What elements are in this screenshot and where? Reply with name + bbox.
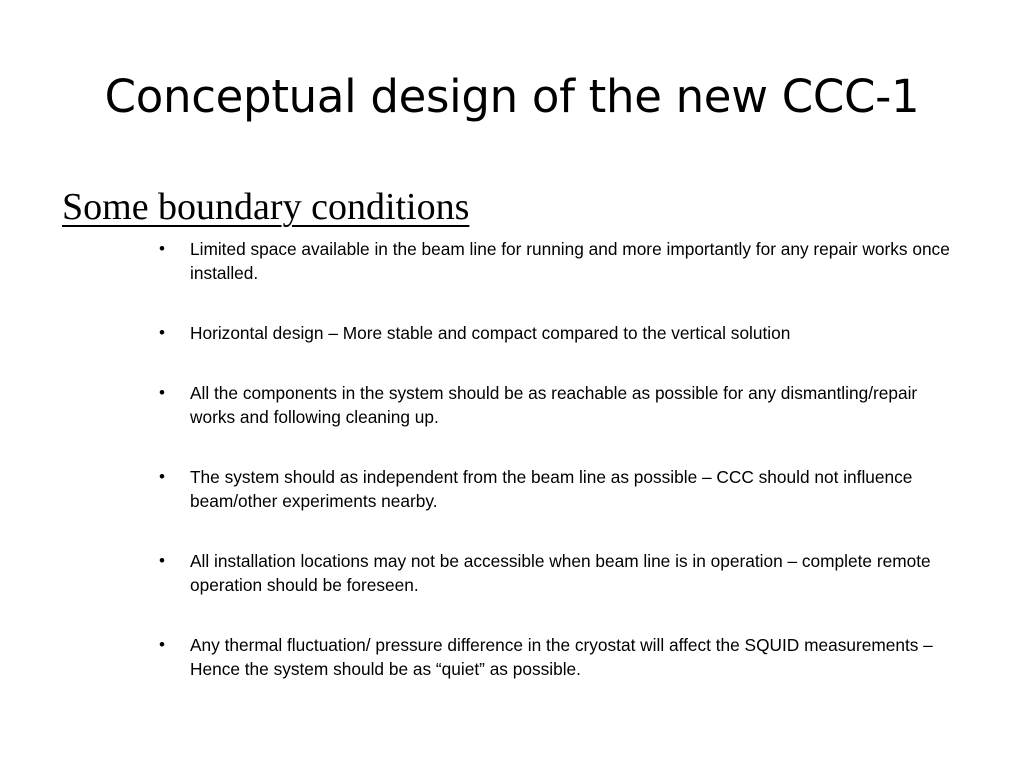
bullet-dot-icon: • bbox=[159, 239, 165, 258]
bullet-text: All the components in the system should be as reachable as possible for any dismantling/repair works and following cleaning up. bbox=[190, 383, 918, 427]
bullet-text: All installation locations may not be accessible when beam line is in operation – complete remote operation should be foreseen. bbox=[190, 551, 931, 595]
section-heading: Some boundary conditions bbox=[62, 186, 470, 228]
bullet-dot-icon: • bbox=[159, 635, 165, 654]
bullet-item bbox=[159, 633, 964, 681]
bullet-text: Limited space available in the beam line for running and more importantly for any repair works once installed. bbox=[190, 239, 950, 283]
bullet-list bbox=[159, 237, 964, 717]
bullet-text: Horizontal design – More stable and compact compared to the vertical solution bbox=[190, 323, 791, 343]
slide-title: Conceptual design of the new CCC-1 bbox=[104, 70, 920, 123]
bullet-dot-icon: • bbox=[159, 467, 165, 486]
bullet-dot-icon: • bbox=[159, 551, 165, 570]
bullet-text: The system should as independent from the beam line as possible – CCC should not influence beam/other experiments nearby. bbox=[190, 467, 913, 511]
bullet-dot-icon: • bbox=[159, 323, 165, 342]
bullet-text: Any thermal fluctuation/ pressure difference in the cryostat will affect the SQUID measurements – Hence the system should be as “quiet” as possible. bbox=[190, 635, 933, 679]
bullet-item bbox=[159, 321, 964, 345]
bullet-item bbox=[159, 465, 964, 513]
bullet-item bbox=[159, 237, 964, 285]
bullet-dot-icon: • bbox=[159, 383, 165, 402]
bullet-item bbox=[159, 381, 964, 429]
bullet-item bbox=[159, 549, 964, 597]
